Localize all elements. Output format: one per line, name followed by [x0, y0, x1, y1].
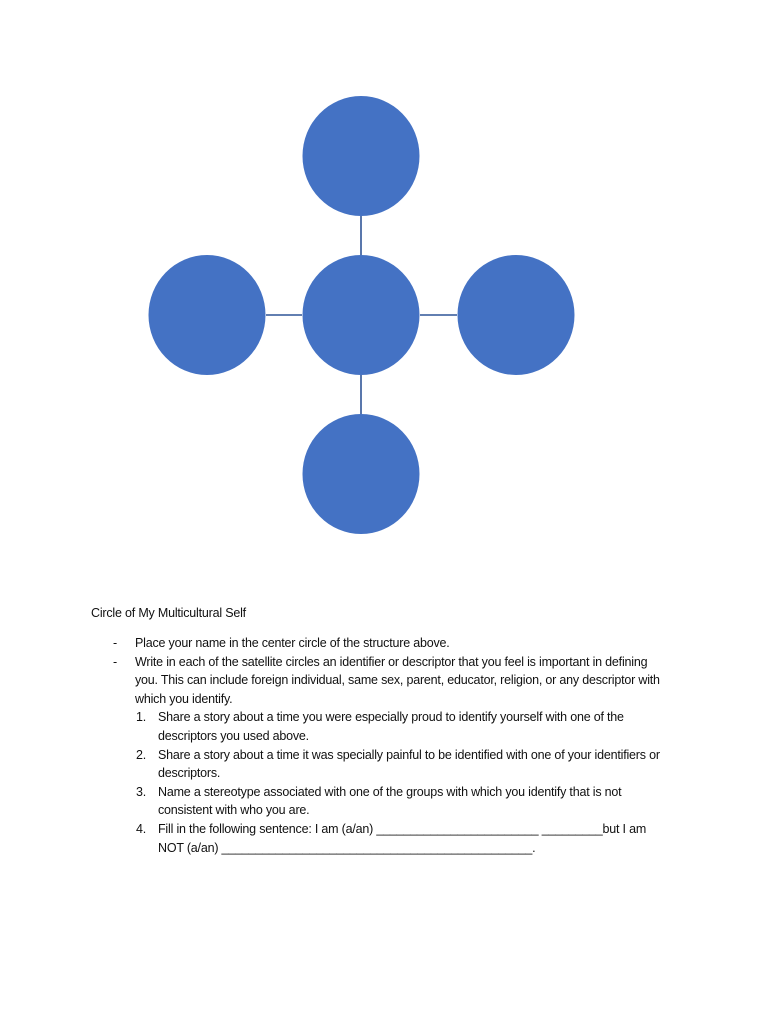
bullet-marker: - [113, 654, 117, 669]
bullet-item-1 [91, 634, 671, 653]
numbered-text: Share a story about a time it was specially painful to be identified with one of your identifiers or descriptors. [158, 747, 660, 781]
circle-center [303, 255, 420, 375]
numbered-item-1 [91, 708, 671, 745]
numbered-text: Share a story about a time you were especially proud to identify yourself with one of the descriptors you used above. [158, 710, 624, 743]
document-title: Circle of My Multicultural Self [91, 606, 246, 620]
circle-left [149, 255, 266, 375]
numbered-item-2 [91, 746, 671, 783]
number-marker: 1. [136, 710, 147, 725]
bullet-text: Write in each of the satellite circles an identifier or descriptor that you feel is important in defining you. This can include foreign individual, same sex, parent, educator, religion, or any descriptor with which you identify. [135, 654, 660, 706]
circle-top [303, 96, 420, 216]
bullet-text: Place your name in the center circle of the structure above. [135, 636, 450, 650]
numbered-text: Name a stereotype associated with one of the groups with which you identify that is not consistent with who you are. [158, 784, 622, 818]
bullet-item-2 [91, 653, 671, 709]
bullet-marker: - [113, 636, 117, 650]
number-marker: 2. [136, 747, 147, 762]
numbered-text: Fill in the following sentence: I am (a/an) ________________________ _________but I am NOT (a/an) ______________________________________________. [158, 821, 647, 855]
circle-right [458, 255, 575, 375]
number-marker: 3. [136, 784, 147, 799]
number-marker: 4. [136, 821, 147, 836]
circle-bottom [303, 414, 420, 534]
bullet-list [91, 634, 671, 708]
numbered-item-4 [91, 820, 671, 857]
numbered-list [91, 708, 671, 857]
instructions [91, 634, 671, 857]
numbered-item-3 [91, 783, 671, 820]
